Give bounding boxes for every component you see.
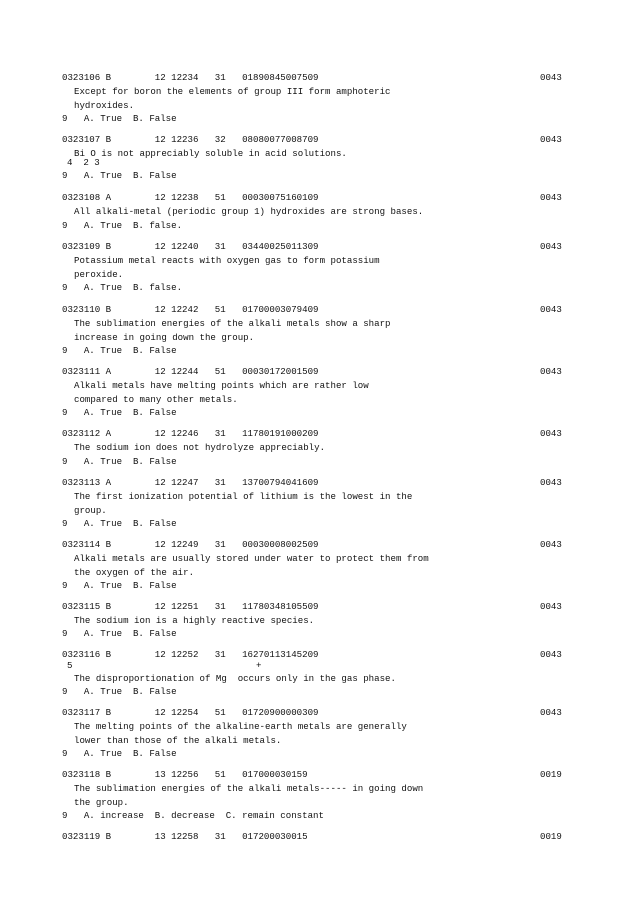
item-header: 0323115 B 12 12251 31 11780348105509 (62, 601, 319, 612)
item-text: the oxygen of the air. (74, 567, 195, 578)
item-code-right: 0043 (540, 707, 562, 718)
item-answer: 9 A. True B. False (62, 113, 177, 124)
item-text: Except for boron the elements of group III form amphoteric (74, 86, 391, 97)
item-header: 0323110 B 12 12242 51 01700003079409 (62, 304, 319, 315)
item-answer: 9 A. True B. false. (62, 220, 183, 231)
item-text: lower than those of the alkali metals. (74, 735, 282, 746)
item-header: 0323109 B 12 12240 31 03440025011309 (62, 241, 319, 252)
item-answer: 9 A. True B. False (62, 580, 177, 591)
item-header: 0323107 B 12 12236 32 08080077008709 (62, 134, 319, 145)
item-header: 0323117 B 12 12254 51 01720900000309 (62, 707, 319, 718)
item-text: peroxide. (74, 269, 124, 280)
item-text: Potassium metal reacts with oxygen gas to form potassium (74, 255, 380, 266)
item-code-right: 0043 (540, 192, 562, 203)
item-header: 0323108 A 12 12238 51 00030075160109 (62, 192, 319, 203)
item-answer: 9 A. True B. False (62, 518, 177, 529)
item-text: The sublimation energies of the alkali metals show a sharp (74, 318, 391, 329)
subscript-row: 4 2 3 (67, 157, 100, 168)
item-text: hydroxides. (74, 100, 135, 111)
item-header: 0323119 B 13 12258 31 017200030015 (62, 831, 308, 842)
item-text: increase in going down the group. (74, 332, 255, 343)
item-code-right: 0043 (540, 72, 562, 83)
item-text: Alkali metals are usually stored under water to protect them from (74, 553, 429, 564)
item-text: The first ionization potential of lithium is the lowest in the (74, 491, 413, 502)
item-header: 0323113 A 12 12247 31 13700794041609 (62, 477, 319, 488)
item-text: The sodium ion does not hydrolyze appreciably. (74, 442, 326, 453)
item-code-right: 0043 (540, 428, 562, 439)
item-answer: 9 A. True B. false. (62, 282, 183, 293)
item-code-right: 0043 (540, 601, 562, 612)
item-text: group. (74, 505, 107, 516)
item-text: The sublimation energies of the alkali metals----- in going down (74, 783, 424, 794)
item-text: Bi O is not appreciably soluble in acid solutions. (74, 148, 347, 159)
item-answer: 9 A. True B. False (62, 748, 177, 759)
item-code-right: 0019 (540, 831, 562, 842)
item-code-right: 0043 (540, 304, 562, 315)
item-header: 0323116 B 12 12252 31 16270113145209 (62, 649, 319, 660)
item-header: 0323114 B 12 12249 31 00030008002509 (62, 539, 319, 550)
item-answer: 9 A. True B. False (62, 345, 177, 356)
item-text: All alkali-metal (periodic group 1) hydroxides are strong bases. (74, 206, 424, 217)
item-code-right: 0043 (540, 649, 562, 660)
item-header: 0323111 A 12 12244 51 00030172001509 (62, 366, 319, 377)
item-text: the group. (74, 797, 129, 808)
item-answer: 9 A. increase B. decrease C. remain constant (62, 810, 324, 821)
item-text: The disproportionation of Mg occurs only in the gas phase. (74, 673, 396, 684)
item-code-right: 0043 (540, 539, 562, 550)
item-header: 0323118 B 13 12256 51 017000030159 (62, 769, 308, 780)
item-code-right: 0043 (540, 477, 562, 488)
item-answer: 9 A. True B. False (62, 407, 177, 418)
superscript-plus: + (256, 660, 262, 671)
item-answer: 9 A. True B. False (62, 170, 177, 181)
item-code-right: 0043 (540, 366, 562, 377)
item-answer: 9 A. True B. False (62, 456, 177, 467)
item-header: 0323106 B 12 12234 31 01890845007509 (62, 72, 319, 83)
item-text: compared to many other metals. (74, 394, 238, 405)
item-code-right: 0019 (540, 769, 562, 780)
item-text: Alkali metals have melting points which are rather low (74, 380, 369, 391)
item-code-right: 0043 (540, 134, 562, 145)
item-code-right: 0043 (540, 241, 562, 252)
item-text: The melting points of the alkaline-earth metals are generally (74, 721, 407, 732)
item-text: The sodium ion is a highly reactive species. (74, 615, 315, 626)
subscript-row: 5 (67, 660, 73, 671)
item-header: 0323112 A 12 12246 31 11780191000209 (62, 428, 319, 439)
item-answer: 9 A. True B. False (62, 686, 177, 697)
item-answer: 9 A. True B. False (62, 628, 177, 639)
